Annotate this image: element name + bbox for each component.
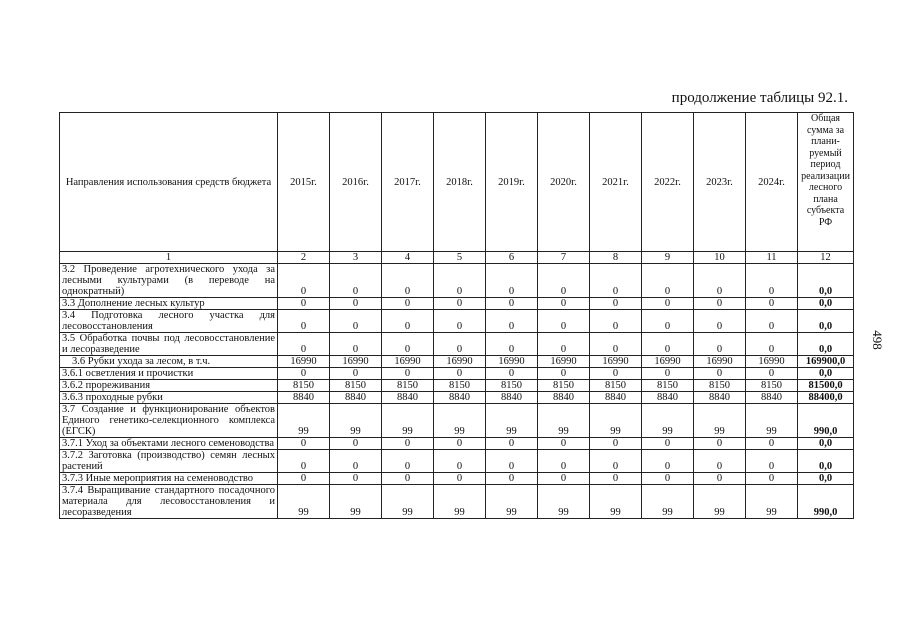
- row-value: 0: [642, 264, 694, 298]
- row-value: 8840: [642, 392, 694, 404]
- header-year: 2020г.: [538, 113, 590, 252]
- row-value: 0: [694, 368, 746, 380]
- column-number: 4: [382, 252, 434, 264]
- column-number: 2: [278, 252, 330, 264]
- row-value: 0: [434, 333, 486, 356]
- row-value: 0: [278, 368, 330, 380]
- row-value: 0: [278, 473, 330, 485]
- row-value: 0: [642, 298, 694, 310]
- row-value: 0: [694, 438, 746, 450]
- column-number: 9: [642, 252, 694, 264]
- row-value: 0: [694, 450, 746, 473]
- row-label: 3.7.3 Иные мероприятия на семеноводство: [60, 473, 278, 485]
- row-value: 99: [590, 485, 642, 519]
- row-value: 8150: [278, 380, 330, 392]
- row-label: 3.7.4 Выращивание стандартного посадочного материала для лесовосстановления и лесоразведения: [60, 485, 278, 519]
- row-total: 169900,0: [798, 356, 854, 368]
- row-value: 99: [434, 404, 486, 438]
- row-label: 3.4 Подготовка лесного участка для лесовосстановления: [60, 310, 278, 333]
- row-label: 3.6.2 прореживания: [60, 380, 278, 392]
- row-value: 0: [642, 473, 694, 485]
- row-value: 99: [330, 485, 382, 519]
- row-value: 99: [538, 485, 590, 519]
- header-year: 2015г.: [278, 113, 330, 252]
- header-row: [60, 113, 854, 252]
- row-value: 8150: [538, 380, 590, 392]
- table-row: [60, 392, 854, 404]
- row-value: 16990: [538, 356, 590, 368]
- row-value: 0: [538, 333, 590, 356]
- table-caption: продолжение таблицы 92.1.: [671, 90, 848, 106]
- row-value: 0: [486, 333, 538, 356]
- row-value: 16990: [382, 356, 434, 368]
- row-value: 0: [278, 298, 330, 310]
- row-value: 16990: [330, 356, 382, 368]
- row-value: 0: [486, 264, 538, 298]
- table-row: [60, 450, 854, 473]
- row-value: 0: [330, 368, 382, 380]
- row-value: 8840: [434, 392, 486, 404]
- row-value: 8840: [694, 392, 746, 404]
- row-value: 0: [278, 310, 330, 333]
- row-total: 0,0: [798, 310, 854, 333]
- row-value: 0: [538, 310, 590, 333]
- row-value: 8150: [382, 380, 434, 392]
- table-row: [60, 485, 854, 519]
- row-value: 8150: [746, 380, 798, 392]
- row-value: 0: [746, 310, 798, 333]
- row-value: 0: [590, 438, 642, 450]
- row-value: 99: [382, 485, 434, 519]
- row-value: 99: [330, 404, 382, 438]
- row-value: 0: [278, 264, 330, 298]
- header-year: 2016г.: [330, 113, 382, 252]
- row-value: 0: [330, 298, 382, 310]
- row-value: 0: [330, 438, 382, 450]
- row-value: 0: [746, 298, 798, 310]
- row-value: 0: [590, 368, 642, 380]
- row-value: 0: [278, 438, 330, 450]
- header-label: Направления использования средств бюджета: [60, 113, 278, 252]
- row-value: 0: [590, 298, 642, 310]
- row-value: 0: [746, 264, 798, 298]
- row-value: 0: [434, 450, 486, 473]
- row-value: 0: [538, 264, 590, 298]
- row-value: 0: [330, 450, 382, 473]
- row-value: 8150: [694, 380, 746, 392]
- row-value: 8150: [590, 380, 642, 392]
- row-value: 16990: [746, 356, 798, 368]
- header-total: Общая сумма за плани-руемый период реализации лесного плана субъекта РФ: [798, 113, 854, 252]
- row-value: 0: [382, 438, 434, 450]
- table-row: [60, 333, 854, 356]
- row-value: 0: [486, 368, 538, 380]
- table-row: [60, 368, 854, 380]
- row-label: 3.7 Создание и функционирование объектов Единого генетико-селекционного комплекса (ЕГСК): [60, 404, 278, 438]
- column-number: 3: [330, 252, 382, 264]
- row-value: 0: [278, 333, 330, 356]
- table-row: [60, 438, 854, 450]
- table-row: [60, 298, 854, 310]
- row-value: 8840: [278, 392, 330, 404]
- row-value: 0: [486, 438, 538, 450]
- table-row: [60, 404, 854, 438]
- row-value: 99: [382, 404, 434, 438]
- row-value: 0: [538, 438, 590, 450]
- column-number: 5: [434, 252, 486, 264]
- row-value: 99: [694, 404, 746, 438]
- row-value: 8840: [382, 392, 434, 404]
- row-value: 8840: [590, 392, 642, 404]
- row-value: 0: [382, 264, 434, 298]
- row-total: 0,0: [798, 264, 854, 298]
- table-row: [60, 310, 854, 333]
- row-label: 3.2 Проведение агротехнического ухода за лесными культурами (в переводе на однократный): [60, 264, 278, 298]
- row-value: 0: [642, 333, 694, 356]
- row-value: 0: [746, 450, 798, 473]
- row-value: 0: [538, 298, 590, 310]
- row-value: 0: [382, 473, 434, 485]
- row-value: 0: [590, 264, 642, 298]
- header-year: 2024г.: [746, 113, 798, 252]
- row-value: 16990: [486, 356, 538, 368]
- header-year: 2019г.: [486, 113, 538, 252]
- row-total: 0,0: [798, 333, 854, 356]
- row-total: 0,0: [798, 438, 854, 450]
- row-value: 99: [278, 404, 330, 438]
- column-number: 8: [590, 252, 642, 264]
- header-year: 2023г.: [694, 113, 746, 252]
- row-total: 0,0: [798, 450, 854, 473]
- row-value: 0: [434, 310, 486, 333]
- row-value: 8840: [486, 392, 538, 404]
- row-value: 0: [434, 264, 486, 298]
- page-number: 498: [869, 330, 885, 350]
- row-value: 0: [434, 298, 486, 310]
- header-year: 2022г.: [642, 113, 694, 252]
- row-value: 0: [538, 450, 590, 473]
- row-value: 0: [694, 473, 746, 485]
- row-total: 81500,0: [798, 380, 854, 392]
- row-value: 0: [642, 450, 694, 473]
- row-value: 0: [486, 450, 538, 473]
- row-value: 99: [746, 485, 798, 519]
- row-value: 0: [434, 473, 486, 485]
- row-value: 0: [642, 438, 694, 450]
- row-label: 3.5 Обработка почвы под лесовосстановление и лесоразведение: [60, 333, 278, 356]
- column-number: 1: [60, 252, 278, 264]
- row-value: 0: [382, 368, 434, 380]
- row-value: 0: [746, 473, 798, 485]
- row-value: 0: [434, 438, 486, 450]
- row-value: 8150: [486, 380, 538, 392]
- row-value: 99: [538, 404, 590, 438]
- budget-table: [59, 112, 854, 519]
- row-total: 88400,0: [798, 392, 854, 404]
- table-row: [60, 264, 854, 298]
- header-year: 2018г.: [434, 113, 486, 252]
- row-value: 0: [382, 450, 434, 473]
- row-value: 99: [434, 485, 486, 519]
- row-value: 0: [694, 298, 746, 310]
- row-value: 99: [590, 404, 642, 438]
- row-value: 8150: [434, 380, 486, 392]
- table-row: [60, 473, 854, 485]
- row-label: 3.7.1 Уход за объектами лесного семеноводства: [60, 438, 278, 450]
- row-value: 0: [590, 333, 642, 356]
- header-year: 2017г.: [382, 113, 434, 252]
- row-total: 990,0: [798, 404, 854, 438]
- row-value: 0: [330, 264, 382, 298]
- row-value: 99: [486, 485, 538, 519]
- row-value: 16990: [434, 356, 486, 368]
- row-value: 16990: [278, 356, 330, 368]
- table-row: [60, 356, 854, 368]
- row-value: 0: [330, 310, 382, 333]
- row-value: 0: [746, 368, 798, 380]
- row-value: 0: [590, 310, 642, 333]
- row-value: 0: [694, 310, 746, 333]
- row-value: 99: [278, 485, 330, 519]
- row-value: 99: [642, 404, 694, 438]
- row-value: 0: [382, 298, 434, 310]
- row-label: 3.6.1 осветления и прочистки: [60, 368, 278, 380]
- row-value: 8840: [746, 392, 798, 404]
- row-value: 0: [746, 333, 798, 356]
- row-total: 0,0: [798, 298, 854, 310]
- table-row: [60, 380, 854, 392]
- column-number: 10: [694, 252, 746, 264]
- row-value: 0: [694, 333, 746, 356]
- row-value: 0: [642, 368, 694, 380]
- row-value: 16990: [590, 356, 642, 368]
- row-value: 8840: [538, 392, 590, 404]
- column-number: 11: [746, 252, 798, 264]
- column-number: 6: [486, 252, 538, 264]
- row-label: 3.6 Рубки ухода за лесом, в т.ч.: [60, 356, 278, 368]
- row-value: 0: [382, 333, 434, 356]
- row-value: 0: [486, 310, 538, 333]
- header-year: 2021г.: [590, 113, 642, 252]
- row-total: 990,0: [798, 485, 854, 519]
- row-value: 0: [486, 298, 538, 310]
- row-value: 0: [330, 473, 382, 485]
- row-label: 3.7.2 Заготовка (производство) семян лесных растений: [60, 450, 278, 473]
- row-value: 0: [746, 438, 798, 450]
- row-value: 0: [590, 473, 642, 485]
- row-value: 0: [538, 473, 590, 485]
- row-value: 0: [642, 310, 694, 333]
- row-total: 0,0: [798, 473, 854, 485]
- row-total: 0,0: [798, 368, 854, 380]
- row-value: 0: [330, 333, 382, 356]
- column-number: 7: [538, 252, 590, 264]
- row-value: 99: [486, 404, 538, 438]
- column-number-row: [60, 252, 854, 264]
- row-value: 0: [486, 473, 538, 485]
- row-value: 0: [694, 264, 746, 298]
- row-value: 8840: [330, 392, 382, 404]
- row-value: 16990: [694, 356, 746, 368]
- row-value: 0: [382, 310, 434, 333]
- row-value: 0: [278, 450, 330, 473]
- row-value: 0: [538, 368, 590, 380]
- row-value: 0: [590, 450, 642, 473]
- row-label: 3.6.3 проходные рубки: [60, 392, 278, 404]
- row-value: 8150: [642, 380, 694, 392]
- row-value: 16990: [642, 356, 694, 368]
- column-number: 12: [798, 252, 854, 264]
- row-value: 99: [694, 485, 746, 519]
- row-value: 99: [642, 485, 694, 519]
- row-label: 3.3 Дополнение лесных культур: [60, 298, 278, 310]
- row-value: 8150: [330, 380, 382, 392]
- row-value: 0: [434, 368, 486, 380]
- table-body: [60, 264, 854, 519]
- row-value: 99: [746, 404, 798, 438]
